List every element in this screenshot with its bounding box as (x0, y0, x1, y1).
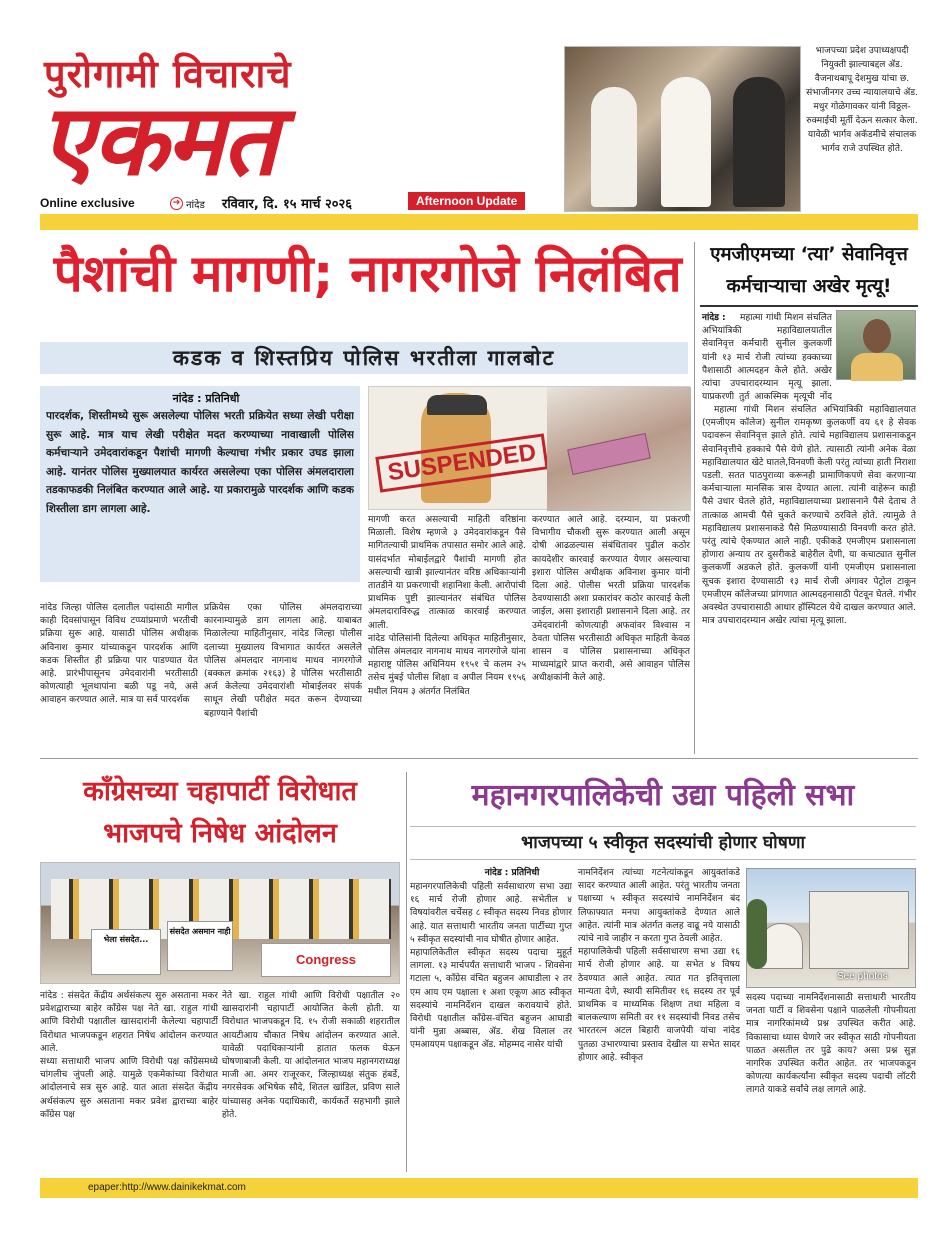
footer-epaper-link[interactable]: epaper:http://www.dainikekmat.com (88, 1182, 246, 1193)
arrow-circle-icon: ➔ (170, 197, 183, 210)
person-figure-icon (591, 87, 637, 207)
portrait-head-icon (863, 319, 891, 353)
online-exclusive-label: Online exclusive (40, 196, 135, 210)
main-dateline: नांदेड : प्रतिनिधी (172, 392, 240, 405)
protest-sign-center: संसदेत असमान नाही (167, 921, 233, 971)
main-col-4: करण्यात आले आहे. दरम्यान, या प्रकरणी विभागीय चौकशी सुरू करण्यात आली असून दोषी आढळल्यास संबंधितावर पुढील कठोर कायदेशीर कारवाई करण्यात येणार असल्याचा इशारा पोलिस अधीक्षक अविनाश कुमार यांनी दिला आहे. पोलीस भरती प्रक्रिया पारदर्शक ठेवण्यासाठी अशा प्रकारांवर कठोर कारवाई केली जाईल, असा इशाराही प्रशासनाने दिला आहे. तर उमेदवारांनी कोणत्याही अफवांवर विश्वास न ठेवता पोलिस भरतीसाठी अधिकृत माहिती केवळ शासन व पोलिस प्रशासनाच्या अधिकृत माध्यमांद्वारे प्राप्त करावी, असे आवाहन पोलिस अधीक्षकांनी केले आहे. (532, 515, 690, 684)
person-figure-icon (661, 77, 711, 207)
side-dateline: नांदेड : (702, 313, 726, 323)
corporation-col-1: महानगरपालिकेची पहिली सर्वसाधारण सभा उद्या १६ मार्च रोजी होणार आहे. सभेतील ४ विषयांवरील चर्चेसह ८ स्वीकृत सदस्य निवड होणार आहे. यात सत्ताधारी भारतीय जनता पार्टीच्या गुप्त ५ स्वीकृत सदस्यांची नाव घोषीत होणार आहेत. महापालिकेतील स्वीकृत सदस्य पदाचा मुहूर्त लागला. १३ मार्चपर्यंत सत्ताधारी भाजप - शिवसेना गटाला ५, काँग्रेस वंचित बहुजन आघाडीला २ तर एम आय एम पक्षाला १ अशा एकूण आठ स्वीकृत सदस्यांचे नामनिर्देशन दाखल करावयाचे होते. विरोधी पक्षातील काँग्रेस-वंचित बहुजन आघाडी यांनी मुन्ना अब्बास, ॲड. शेख विलाल तर एमआयएम पक्षाकडून ॲड. मोहम्मद नासेर यांची (410, 882, 572, 1051)
corporation-building-photo (746, 868, 916, 988)
section-divider (40, 758, 918, 759)
masthead-tagline: पुरोगामी विचाराचे (44, 52, 292, 96)
corporation-headline: महानगरपालिकेची उद्या पहिली सभा (471, 778, 855, 813)
side-story-portrait (836, 310, 916, 380)
protest-sign-left: भेला संसदेत... (91, 929, 161, 975)
see-photos-label[interactable]: See photos (837, 971, 888, 982)
masthead-title: एकमत (40, 84, 276, 198)
yellow-divider (40, 214, 918, 230)
column-divider (694, 242, 695, 754)
edition-date: रविवार, दि. १५ मार्च २०२६ (222, 197, 353, 212)
corporation-col-3: सदस्य पदाच्या नामनिर्देशनासाठी सत्ताधारी भारतीय जनता पार्टी व शिवसेना पक्षाने पाळलेली गोपनीयता मात्र नागरिकांमध्ये प्रश्न उपस्थित करीत आहे. विकासाचा ध्यास घेणारे जर स्वीकृत साठी गोपनीयता पाळत असतील तर पुढे काय? असा प्रश्न सुज्ञ नागरिक उपस्थित करीत आहेत. तर भाजपकडून कोणत्या कार्यकर्त्यांना स्वीकृत सदस्य पदाची लॉटरी लागते याकडे सर्वांचे लक्ष लागले आहे. (746, 993, 916, 1096)
main-col-1: नांदेड जिल्हा पोलिस दलातील पदांसाठी मागील काही दिवसांपासून विविध टप्प्यांप्रमाणे भरतीची प्रक्रिया सुरू आहे. यासाठी पोलिस अधीक्षक अविनाश कुमार यांच्याकडून पारदर्शक आणि कडक शिस्तीत ही प्रक्रिया पार पाडण्यात येत आहे. प्रारंभीपासूनच उमेदवारांनी भरतीसाठी कोणत्याही भूलथापांना बळी पडू नये, असे आवाहन करण्यात आले. मात्र या सर्व पारदर्शक (40, 603, 198, 706)
protest-banner: Congress (261, 943, 391, 977)
tree-icon (747, 899, 767, 969)
main-headline: पैशांची मागणी; नागरगोजे निलंबित (53, 245, 682, 304)
main-intro: पारदर्शक, शिस्तीमध्ये सुरू असलेल्या पोलिस भरती प्रक्रियेत सध्या लेखी परीक्षा सुरू आहे. मात्र याच लेखी परीक्षेत मदत करण्याच्या नावाखाली पोलिस कर्मचाऱ्याने उमेदवारांकडून पैशांची मागणी केल्याचा गंभीर प्रकार उघड झाला आहे. यानंतर पोलिस मुख्यालयात कार्यरत असलेल्या एका पोलिस अंमलदाराला तडकाफडकी निलंबित करण्यात आले आहे. या प्रकारामुळे पारदर्शक आणि कडक शिस्तीला डाग लागला आहे. (46, 410, 354, 515)
police-cap-icon (427, 395, 487, 415)
main-col-2: प्रक्रियेस एका पोलिस अंमलदाराच्या कारनाम्यामुळे डाग लागला आहे. याबाबत मिळालेल्या माहितीनुसार, नांदेड जिल्हा पोलीस दलाच्या मुख्यालय विभागात कार्यरत असलेले पोलिस अंमलदार नागनाथ माधव नागरगोजे (बक्कल क्रमांक २१६३) हे पोलिस भरतीसाठी अर्ज केलेल्या उमेदवारांशी मोबाईलवर संपर्क साधून लेखी परीक्षेत मदत करून देण्याच्या बहाण्याने पैशांची (204, 603, 362, 719)
main-subheadline: कडक व शिस्तप्रिय पोलिस भरतीला गालबोट (40, 342, 688, 374)
top-photo-caption: भाजपच्या प्रदेश उपाध्यक्षपदी नियुक्ती झाल्याबद्दल ॲड. वैजनाथबापू देशमुख यांचा छ. संभाजीनगर उच्च न्यायालयाचे ॲड. मधुर गोळेगावकर यांनी विठ्ठल-रुक्माईची मूर्ती देऊन सत्कार केला. यावेळी भार्गव अकॅडमीचे संचालक भार्गव राजे उपस्थित होते. (806, 46, 918, 154)
corporation-dateline: नांदेड : प्रतिनिधी (484, 868, 540, 878)
corporation-col-2: नामनिर्देशन त्यांच्या गटनेत्यांकडून आयुक्तांकडे सादर करण्यात आली आहेत. परंतु भारतीय जनता पक्षाच्या ५ स्वीकृत सदस्यांचे नामनिर्देशन बंद लिफाफ्यात मनपा आयुक्तांकडे देण्यात आले आहेत. त्यांनी मात्र अंतर्गत कलह वाढू नये यासाठी त्यांचे नावे जाहीर न करता गुप्त ठेवली आहेत. महापालिकेची पहिली सर्वसाधारण सभा उद्या १६ मार्च रोजी होणार आहे. या सभेत ४ विषय ठेवण्यात आले आहेत. त्यात गत इतिवृत्ताला मान्यता देणे, स्थायी समितीवर १६ सदस्य तर पूर्व प्राथमिक व माध्यमिक शिक्षण तथा महिला व बालकल्याण समिती वर ११ सदस्यांची निवड तसेच भारतरत्न अटल बिहारी वाजपेयी यांचा नांदेड पुतळा उभारण्याचा प्रस्ताव देखील या सभेत सादर होणार आहे. स्वीकृत (578, 868, 740, 1063)
congress-col-1: नांदेड : संसदेत केंद्रीय अर्थसंकल्प सुरु असताना मकर प्रवेशद्वाराच्या बाहेर काँग्रेस पक्ष नेते खा. राहुल गांधी आणि विरोधी पक्षातील खासदारांनी केलेल्या चहापार्टी विरोधात भाजपकडून शहरात निषेध आंदोलन करण्यात आले. सध्या सत्ताधारी भाजप आणि विरोधी पक्ष काँग्रेसमध्ये चांगलीच जुंपली आहे. यामुळे एकमेकांच्या विरोधात आंदोलनाचे सत्र सुरु आहे. यात आता संसदेत केंद्रीय अर्थसंकल्प सुरु असताना मकर प्रवेश द्वाराच्या बाहेर काँग्रेस पक्ष (40, 991, 218, 1120)
congress-col-2: नेते खा. राहुल गांधी आणि विरोधी पक्षातील २० खासदारांनी चहापार्टी आयोजित केली होती. या विरोधात भाजपकडून दि. १५ रोजी सकाळी शहरातील आयटीआय चौकात निषेध आंदोलन करण्यात आले. यावेळी पदाधिकाऱ्यांनी हातात फलक घेऊन घोषणाबाजी केली. या आंदोलनात भाजप महानगराध्यक्ष माजी आ. अमर राजूरकर, जिल्हाध्यक्ष संतुक हंबर्डे, नगरसेवक अभिषेक सौदे, शितल खांडिल, प्रविण साले यांच्यासह अनेक पदाधिकारी, कार्यकर्ते सहभागी झाले होते. (222, 991, 400, 1120)
person-figure-icon (733, 77, 785, 207)
side-headline-line-1: एमजीएमच्या ‘त्या’ सेवानिवृत्त (710, 244, 908, 265)
edition-label: नांदेड (186, 200, 205, 211)
main-col-3: मागणी करत असल्याची माहिती वरिष्ठांना मिळाली. विशेष म्हणजे ३ उमेदवारांकडून पैसे मागितल्याची प्राथमिक तपासात समोर आले आहे. यासंदर्भात मोबाईलद्वारे पैशांची मागणी होत असल्याची खात्री झाल्यानंतर वरिष्ठ अधिकाऱ्यांनी तातडीने या प्रकरणाची शहानिशा केली. आरोपांची प्राथमिक पुष्टी झाल्यानंतर संबंधित पोलिस अंमलदाराविरुद्ध तात्काळ कारवाई करण्यात आली. नांदेड पोलिसांनी दिलेल्या अधिकृत माहितीनुसार, पोलिस अंमलदार नागनाथ माधव नागरगोजे यांना महाराष्ट्र पोलिस अधिनियम १९५१ चे कलम २५ तसेच मुंबई पोलीस शिक्षा व अपील नियम १९५६ मधील नियम ३ अंतर्गत निलंबित (368, 515, 526, 697)
building-icon (809, 891, 909, 969)
portrait-shirt-icon (851, 353, 903, 381)
side-lead: महात्मा गांधी मिशन संचलित अभियांत्रिकी महाविद्यालयातील सेवानिवृत्त कर्मचारी सुनील कुलकर्णी यांनी १३ मार्च रोजी त्यांच्या हक्काच्या पैशासाठी आत्मदहन केले होते. अखेर त्यांचा उपचारादरम्यान मृत्यू झाला. याप्रकरणी तुर्त आकस्मिक मृत्यूची नोंद (702, 313, 832, 403)
suspended-stamp: SUSPENDED (375, 433, 548, 492)
police-suspended-image (368, 386, 690, 510)
congress-headline-line-1: काँग्रेसच्या चहापार्टी विरोधात (83, 776, 357, 807)
column-divider (406, 772, 407, 1172)
protest-photo (40, 862, 400, 984)
afternoon-update-badge: Afternoon Update (408, 192, 525, 210)
side-headline-rule (700, 305, 918, 307)
side-headline-line-2: कर्मचाऱ्याचा अखेर मृत्यू! (726, 276, 892, 297)
congress-headline-line-2: भाजपचे निषेध आंदोलन (103, 818, 337, 849)
top-felicitation-photo (564, 46, 801, 212)
side-body: महात्मा गांधी मिशन संचलित अभियांत्रिकी महाविद्यालयात (एमजीएम कॉलेज) सुनील रामकृष्ण कुलकर्णी वय ६१ हे सेवक पदावरून सेवानिवृत्त झाले होते. त्यांचे महाविद्यालय प्रशासनाकडून सेवानिवृत्तीचे हक्काचे पैसे येणे होते. त्यासाठी त्यांनी अनेक वेळा महाविद्यालयात खेटे घातले,विनवणी केली परंतु त्यांच्या हाती निराशा पडली. सतत पाठपुराव्या करूनही प्रामाणिकपणे सेवा करणाऱ्या कर्मचाऱ्याला मानसिक त्रास देण्यात आला. त्यांनी वाहेरून काही पैसे उधार घेतले होते, महाविद्यालयाच्या प्रशासनाने पैसे देताच ते तात्काळ आमची पैसे चुकते करण्याचे ठरविले होते. त्यामुळे ते महाविद्यालय प्रशासनाकडे पैसे मिळण्यासाठी विनवणी करत होते. परंतु त्यांचे ऐकण्यात आले नाही. एकीकडे एमजीएम प्रशासनाला होणारा अन्याय तर दुसरीकडे बाहेरील देणी, या कचाट्यात सुनील कुलकर्णी अडकले होते. कुलकर्णी यांनी एमजीएम प्रशासनाला सूचक इशारा देण्यासाठी १३ मार्च रोजी अंगावर पेट्रोल टाकून एमजीएम कॉलेजच्या प्रांगणात आत्मदहनासाठी पेटवून घेतले. गंभीर अवस्थेत उपचारासाठी आधार हॉस्पिटल येथे दाखल करण्यात आले. मात्र उपचारादरम्यान अखेर त्यांचा मृत्यू झाला. (702, 405, 916, 627)
corporation-subheadline: भाजपच्या ५ स्वीकृत सदस्यांची होणार घोषणा (410, 826, 916, 860)
